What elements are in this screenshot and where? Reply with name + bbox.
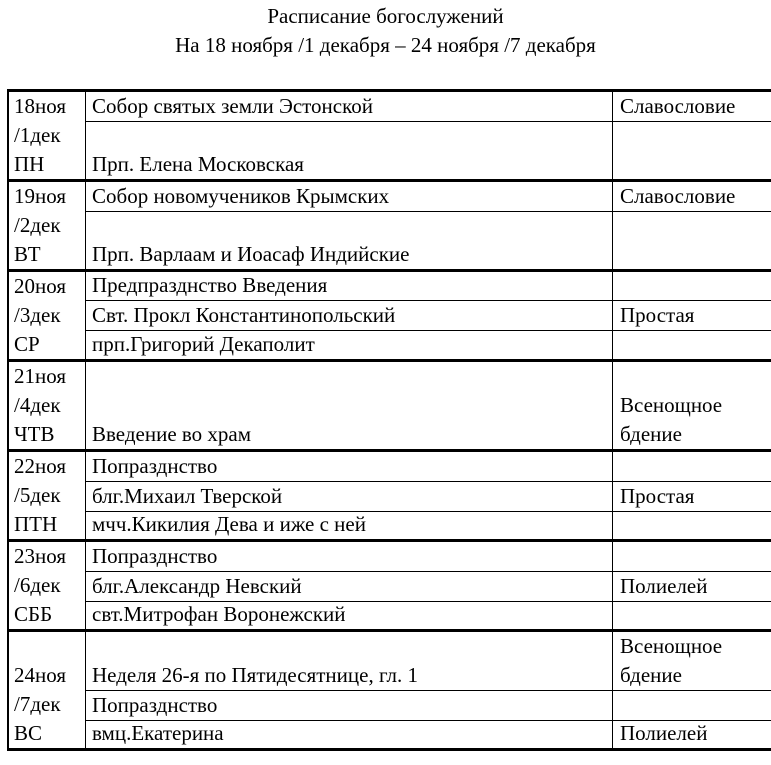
date-new-style: /1дек [14,123,61,147]
feast-name: Попразднство [86,691,613,720]
feast-name: вмц.Екатерина [86,721,613,748]
day-group [9,542,771,632]
date-cell [9,362,86,449]
table-row [86,542,771,572]
table-row [86,301,771,331]
feast-name: блг.Михаил Тверской [86,482,613,511]
feast-name: блг.Александр Невский [86,572,613,601]
day-group [9,272,771,362]
feast-name: свт.Митрофан Воронежский [86,602,613,629]
date-new-style: /7дек [14,692,61,716]
service-type [613,602,771,629]
date-cell [9,632,86,748]
date-cell [9,542,86,629]
feast-name: Предпразднство Введения [86,272,613,300]
date-old-style: 21ноя [14,364,66,388]
feast-name: Введение во храм [86,362,613,449]
service-type [613,691,771,720]
service-type [613,331,771,359]
table-row [86,512,771,539]
table-row [86,122,771,179]
table-row [86,482,771,512]
table-row [86,632,771,691]
day-group [9,182,771,272]
date-old-style: 24ноя [14,663,66,687]
service-type [613,542,771,571]
feast-name: Прп. Елена Московская [86,122,613,179]
feast-name: Попразднство [86,542,613,571]
service-type [613,122,771,179]
service-type: Всенощное бдение [620,634,723,687]
date-new-style: /4дек [14,393,61,417]
service-type [613,212,771,269]
table-row [86,452,771,482]
feast-name: прп.Григорий Декаполит [86,331,613,359]
table-row [86,721,771,748]
feast-name: мчч.Кикилия Дева и иже с ней [86,512,613,539]
date-new-style: /3дек [14,303,61,327]
page-subtitle: На 18 ноября /1 декабря – 24 ноября /7 декабря [175,33,596,57]
date-cell [9,182,86,269]
table-row [86,691,771,721]
date-old-style: 23ноя [14,544,66,568]
table-row [86,331,771,359]
weekday: СББ [14,602,53,626]
page-title: Расписание богослужений [267,4,504,28]
date-new-style: /2дек [14,213,61,237]
date-new-style: /5дек [14,483,61,507]
table-row [86,182,771,212]
feast-name: Свт. Прокл Константинопольский [86,301,613,330]
feast-name: Собор святых земли Эстонской [86,92,613,121]
service-type [613,452,771,481]
service-type: Славословие [620,184,736,208]
day-group [9,632,771,751]
table-row [86,212,771,269]
weekday: СР [14,332,40,356]
service-type: Всенощное бдение [620,393,723,446]
date-old-style: 22ноя [14,454,66,478]
date-old-style: 20ноя [14,274,66,298]
day-group [9,92,771,182]
date-cell [9,92,86,179]
date-cell [9,452,86,539]
feast-name: Собор новомучеников Крымских [86,182,613,211]
weekday: ВС [14,721,43,745]
service-type: Простая [620,303,695,327]
table-row [86,272,771,301]
weekday: ЧТВ [14,422,55,446]
weekday: ПН [14,152,45,176]
weekday: ПТН [14,512,58,536]
service-type [613,272,771,300]
date-new-style: /6дек [14,573,61,597]
service-type: Простая [620,484,695,508]
table-row [86,92,771,122]
service-type: Полиелей [620,721,708,745]
date-old-style: 19ноя [14,184,66,208]
date-old-style: 18ноя [14,94,66,118]
date-cell [9,272,86,359]
table-row [86,602,771,629]
feast-name: Прп. Варлаам и Иоасаф Индийские [86,212,613,269]
service-type [613,512,771,539]
service-type: Полиелей [620,574,708,598]
table-row [86,362,771,449]
schedule-table [7,89,771,751]
day-group [9,452,771,542]
table-row [86,572,771,602]
day-group [9,362,771,452]
weekday: ВТ [14,242,41,266]
feast-name: Попразднство [86,452,613,481]
feast-name: Неделя 26-я по Пятидесятнице, гл. 1 [86,632,613,690]
service-type: Славословие [620,94,736,118]
